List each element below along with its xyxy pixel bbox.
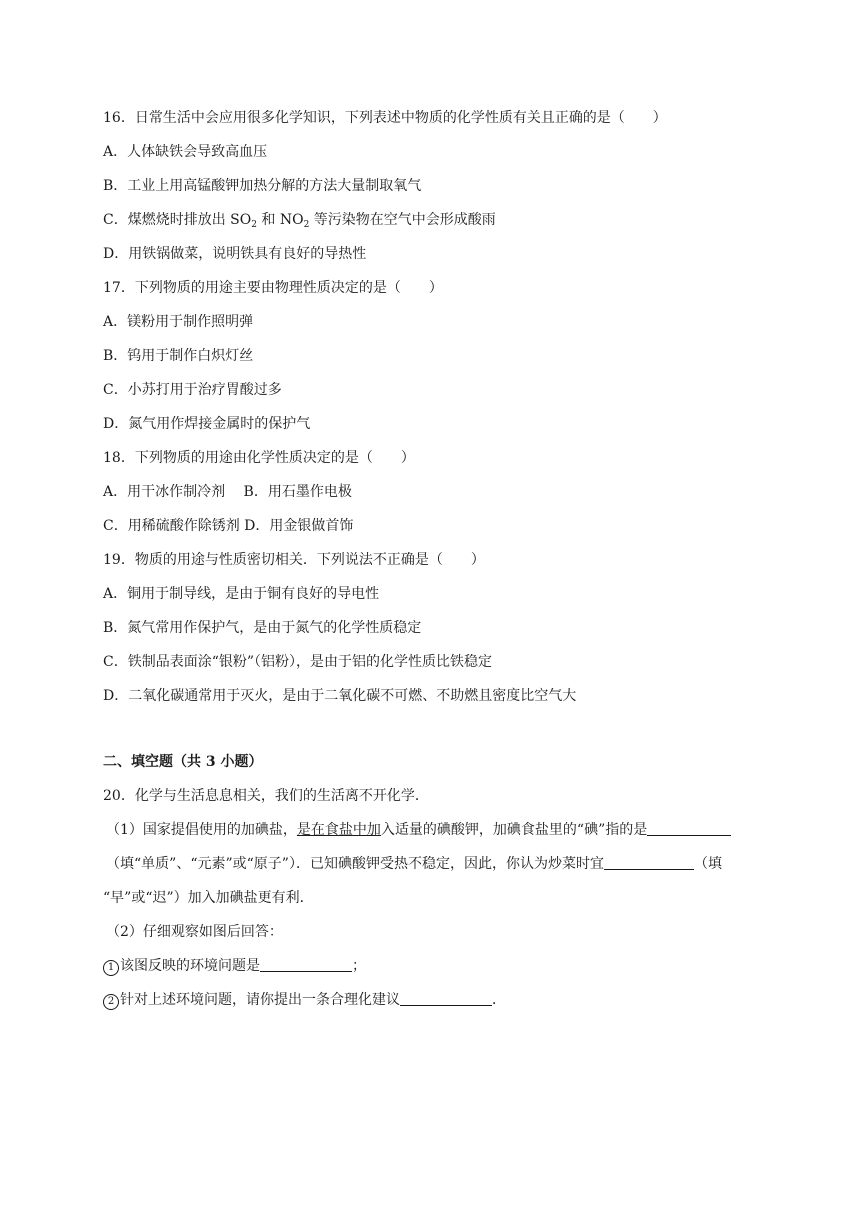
q20-part1-line2	[106, 854, 722, 874]
q20-p1-text-c: （填“单质”、“元素”或“原子”）．已知碘酸钾受热不稳定，因此，你认为炒菜时宜	[106, 856, 604, 872]
answer-blank-timing[interactable]	[604, 855, 694, 870]
q20-p1-text-d: （填	[693, 856, 722, 872]
q18-options-ab: A．用干冰作制冷剂 B．用石墨作电极	[103, 484, 352, 500]
q16-c-post: 等污染物在空气中会形成酸雨	[309, 212, 496, 228]
q20-item2-end: ．	[492, 992, 506, 1008]
q16-c-mid: 和 NO	[256, 212, 304, 228]
q19-option-b: B．氮气常用作保护气，是由于氮气的化学性质稳定	[103, 620, 422, 636]
q17-option-a: A．镁粉用于制作照明弹	[103, 314, 254, 330]
answer-blank-suggestion[interactable]	[400, 991, 492, 1006]
q20-p1-underlined-text: 是在食盐中加	[296, 822, 381, 838]
circled-number-1: 1	[103, 960, 119, 976]
section-title: 二、填空题（共 3 小题）	[103, 754, 263, 770]
q16-c-sub1: 2	[251, 220, 257, 230]
q18-stem: 18．下列物质的用途由化学性质决定的是（ ）	[103, 450, 415, 466]
q16-option-b: B．工业上用高锰酸钾加热分解的方法大量制取氧气	[103, 178, 422, 194]
q16-option-d: D．用铁锅做菜，说明铁具有良好的导热性	[103, 246, 367, 262]
q17-option-c: C．小苏打用于治疗胃酸过多	[103, 382, 282, 398]
q20-part1-line1	[106, 820, 731, 840]
q16-option-c	[103, 210, 496, 230]
q16-c-pre: C．煤燃烧时排放出 SO	[103, 212, 252, 228]
q18-options-cd: C．用稀硫酸作除锈剂 D．用金银做首饰	[103, 518, 354, 534]
answer-blank-env-problem[interactable]	[260, 957, 352, 972]
q16-c-sub2: 2	[303, 220, 310, 230]
q20-part2-item2	[103, 990, 506, 1010]
q17-stem: 17．下列物质的用途主要由物理性质决定的是（ ）	[103, 280, 443, 296]
q20-stem: 20．化学与生活息息相关，我们的生活离不开化学．	[103, 788, 429, 804]
q20-item1-text: 该图反映的环境问题是	[120, 958, 260, 974]
q16-option-a: A．人体缺铁会导致高血压	[103, 144, 268, 160]
q16-stem: 16．日常生活中会应用很多化学知识，下列表述中物质的化学性质有关且正确的是（ ）	[103, 110, 667, 126]
q20-p1-text-b: 入适量的碘酸钾，加碘食盐里的“碘”指的是	[380, 822, 648, 838]
q17-option-b: B．钨用于制作白炽灯丝	[103, 348, 254, 364]
q20-item2-text: 针对上述环境问题，请你提出一条合理化建议	[120, 992, 400, 1008]
q19-stem: 19．物质的用途与性质密切相关．下列说法不正确是（ ）	[103, 552, 485, 568]
q20-part2-item1	[103, 956, 366, 976]
q20-p1-text-a: （1）国家提倡使用的加碘盐，	[106, 822, 297, 838]
q17-option-d: D．氮气用作焊接金属时的保护气	[103, 416, 311, 432]
q20-part1-line3: “早”或“迟”）加入加碘盐更有利．	[103, 890, 314, 906]
answer-blank-iodine[interactable]	[647, 821, 731, 836]
q19-option-d: D．二氧化碳通常用于灭火，是由于二氧化碳不可燃、不助燃且密度比空气大	[103, 688, 577, 704]
q20-item1-end: ；	[352, 958, 366, 974]
circled-number-2: 2	[103, 994, 119, 1010]
q19-option-a: A．铜用于制导线，是由于铜有良好的导电性	[103, 586, 380, 602]
q19-option-c: C．铁制品表面涂“银粉”（铝粉），是由于铝的化学性质比铁稳定	[103, 654, 493, 670]
q20-part2: （2）仔细观察如图后回答：	[106, 924, 283, 940]
